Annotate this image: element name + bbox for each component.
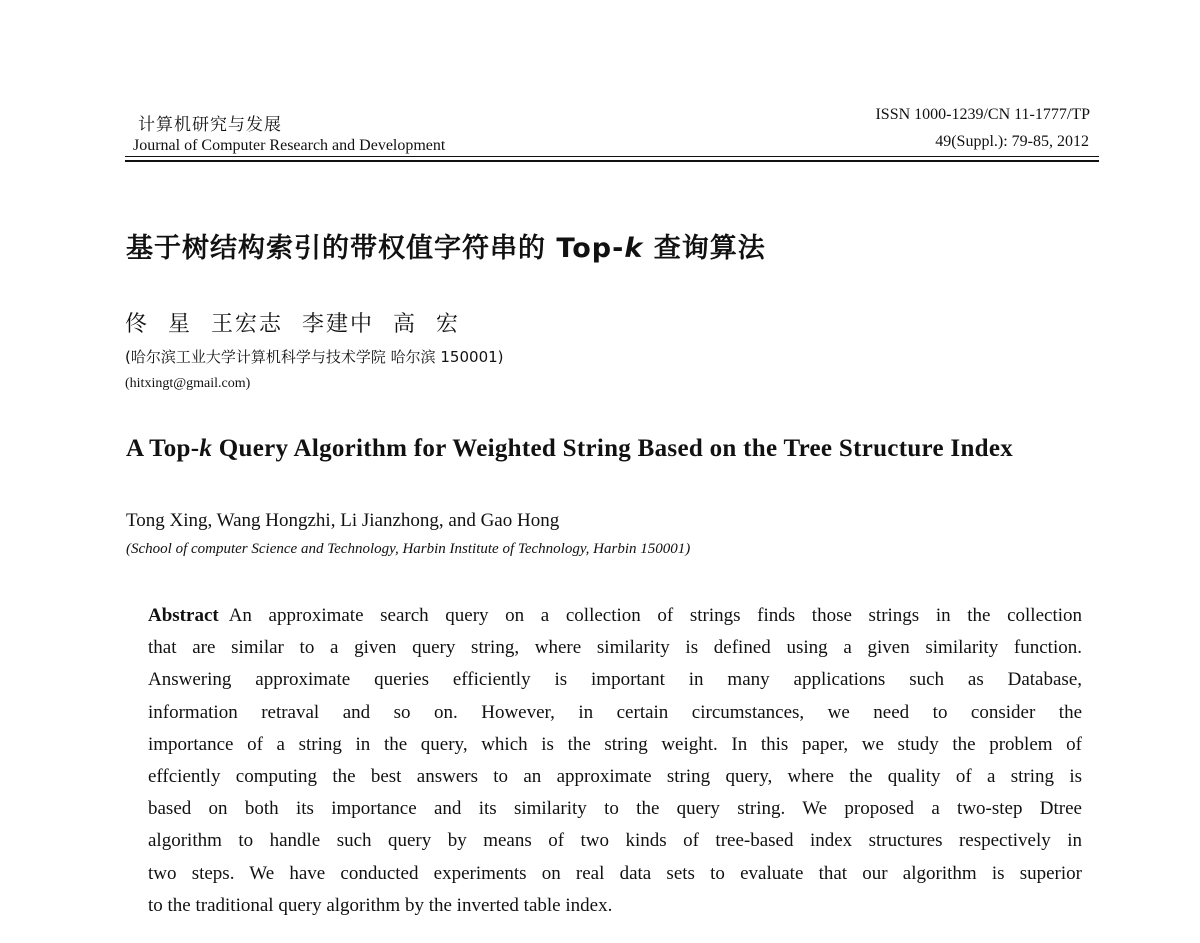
journal-name-english: Journal of Computer Research and Development <box>133 137 446 154</box>
abstract-line: algorithm to handle such query by means of two kinds of tree-based index structures respectively in <box>148 830 1082 852</box>
abstract-section <box>148 600 1082 922</box>
affiliation-english: (School of computer Science and Technology, Harbin Institute of Technology, Harbin 150001) <box>126 541 691 557</box>
abstract-label: Abstract <box>148 605 219 626</box>
authors-chinese: 佟 星 王宏志 李建中 高 宏 <box>125 312 460 337</box>
volume-pages-year: 49(Suppl.): 79-85, 2012 <box>935 133 1089 150</box>
abstract-line: information retraval and so on. However, in certain circumstances, we need to consider the <box>148 701 1082 723</box>
abstract-line: to the traditional query algorithm by the inverted table index. <box>148 894 613 916</box>
abstract-line: two steps. We have conducted experiments on real data sets to evaluate that our algorithm is superior <box>148 862 1082 884</box>
abstract-line: based on both its importance and its similarity to the query string. We proposed a two-step Dtree <box>148 798 1082 820</box>
abstract-line: effciently computing the best answers to an approximate string query, where the quality of a string is <box>148 765 1082 787</box>
author-email: (hitxingt@gmail.com) <box>125 376 251 391</box>
abstract-line: Abstract An approximate search query on a collection of strings finds those strings in the collection <box>148 605 1082 626</box>
affiliation-chinese: (哈尔滨工业大学计算机科学与技术学院 哈尔滨 150001) <box>125 348 504 366</box>
abstract-line: Answering approximate queries efficiently is important in many applications such as Database, <box>148 669 1082 691</box>
abstract-line: that are similar to a given query string, where similarity is defined using a given similarity function. <box>148 637 1082 659</box>
authors-english: Tong Xing, Wang Hongzhi, Li Jianzhong, and Gao Hong <box>126 510 560 531</box>
paper-title-english: A Top-k Query Algorithm for Weighted String Based on the Tree Structure Index <box>126 435 1014 462</box>
header-rule-thin <box>125 156 1099 157</box>
issn-number: ISSN 1000-1239/CN 11-1777/TP <box>875 106 1090 123</box>
header-rule-thick <box>125 160 1099 162</box>
journal-name-chinese: 计算机研究与发展 <box>138 115 282 135</box>
paper-title-chinese: 基于树结构索引的带权值字符串的 Top-k 查询算法 <box>126 233 766 264</box>
abstract-line: importance of a string in the query, which is the string weight. In this paper, we study the problem of <box>148 733 1082 755</box>
